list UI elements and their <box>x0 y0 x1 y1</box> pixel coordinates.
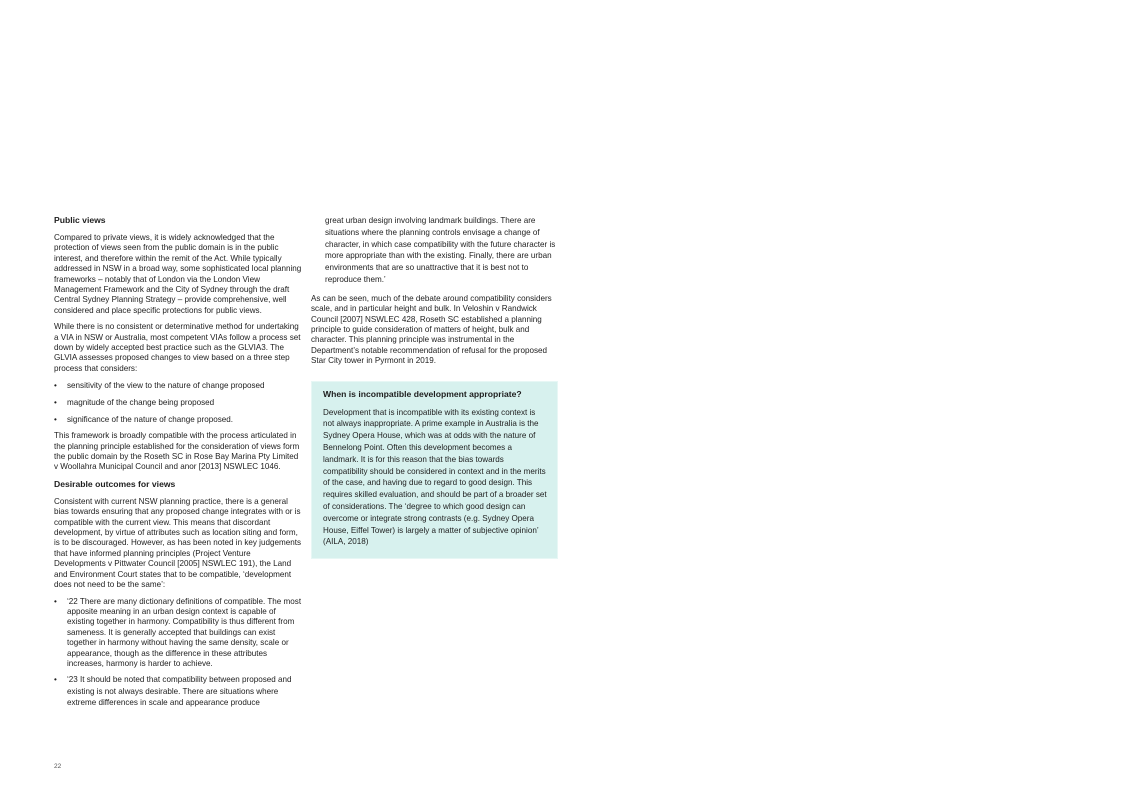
callout-box <box>311 381 558 560</box>
quote-continuation: great urban design involving landmark buildings. There are situations where the planning controls envisage a change of character, in which case compatibility with the future character is more appropriate than with the existing. Finally, there are urban environments that are so unattractive that it is best not to reproduce them.’ <box>325 216 556 284</box>
callout-title: When is incompatible development appropriate? <box>323 388 522 399</box>
list-item: • ‘22 There are many dictionary definitions of compatible. The most apposite meaning in an urban design context is capable of existing together in harmony. Compatibility is thus different from sameness. It is generally accepted that buildings can exist together in harmony without having the same density, scale or appearance, though as the difference in these attributes increases, harmony is harder to achieve. <box>54 597 302 670</box>
list-item: • ‘23 It should be noted that compatibility between proposed and existing is not always desirable. There are situations where extreme differences in scale and appearance produce <box>54 674 302 709</box>
page-number: 22 <box>54 763 62 770</box>
paragraph-public-views: Compared to private views, it is widely acknowledged that the protection of views seen from the public domain is in the public interest, and therefore within the remit of the Act. While typically addressed in NSW in a broad way, some sophisticated local planning frameworks – notably that of London via the London View Management Framework and the City of Sydney through the draft Central Sydney Planning Strategy – provide comprehensive, well considered and place specific protections for public views. <box>54 233 302 315</box>
list-item: • magnitude of the change being proposed <box>54 397 302 409</box>
callout-body: Development that is incompatible with its existing context is not always inappropriate. A prime example in Australia is the Sydney Opera House, which was at odds with the nature of Bennelong Point. Often this development becomes a landmark. It is for this reason that the bias towards compatibility should be considered in context and in the merits of the case, and having due to regard to good design. This requires skilled evaluation, and should be part of a broader set of considerations. The ‘degree to which good design can overcome or integrate strong contrasts (e.g. Sydney Opera House, Eiffel Tower) is largely a matter of subjective opinion’ (AILA, 2018) <box>323 407 547 547</box>
steps-list <box>54 380 302 426</box>
paragraph-via: While there is no consistent or determinative method for undertaking a VIA in NSW or Australia, most competent VIAs follow a process set down by widely accepted best practice such as the GLVIA3. The GLVIA assesses proposed changes to view based on a three step process that considers: <box>54 322 301 373</box>
heading-public-views: Public views <box>54 215 106 225</box>
quotes-list <box>54 597 302 710</box>
list-item: • sensitivity of the view to the nature of change proposed <box>54 380 302 392</box>
paragraph-debate: As can be seen, much of the debate around compatibility considers scale, and in particular height and bulk. In Veloshin v Randwick Council [2007] NSWLEC 428, Roseth SC established a planning principle to guide consideration of matters of height, bulk and character. This planning principle was instrumental in the Department’s notable recommendation of refusal for the proposed Star City tower in Pyrmont in 2019. <box>311 293 552 366</box>
paragraph-desirable: Consistent with current NSW planning practice, there is a general bias towards ensuring that any proposed change integrates with or is compatible with the current view. This means that discordant development, by virtue of attributes such as location siting and form, is to be discouraged. However, as has been noted in key judgements that have informed planning principles (Project Venture Developments v Pittwater Council [2005] NSWLEC 191), the Land and Environment Court states that to be compatible, ‘development does not need to be the same’: <box>54 496 302 590</box>
list-item: • significance of the nature of change proposed. <box>54 414 302 426</box>
paragraph-framework: This framework is broadly compatible with the process articulated in the planning principle established for the consideration of views form the public domain by the Roseth SC in Rose Bay Marina Pty Limited v Woollahra Municipal Council and anor [2013] NSWLEC 1046. <box>54 431 300 472</box>
left-column <box>54 215 302 714</box>
right-column <box>311 215 558 559</box>
heading-desirable-outcomes: Desirable outcomes for views <box>54 478 176 489</box>
